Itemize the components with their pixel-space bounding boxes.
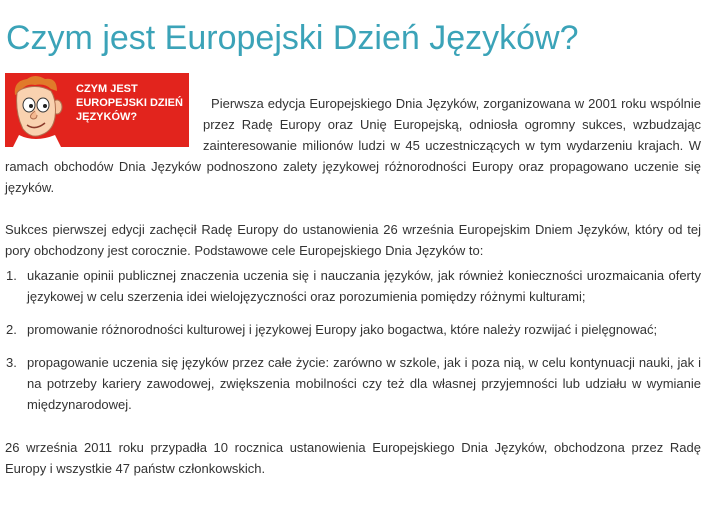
goals-list — [5, 265, 701, 415]
list-item-number: 3. — [6, 355, 17, 370]
intro-text: Pierwsza edycja Europejskiego Dnia Języków, zorganizowana w 2001 roku wspólnie przez Radę Europy oraz Unię Europejską, odniosła ogromny sukces, wzbudzając zainteresowanie milionów ludzi w 45 uczestniczących w tym wydarzeniu krajach. W ramach obchodów Dnia Języków podnoszono zalety językowej różnorodności Europy oraz propagowano uczenie się języków. — [5, 96, 701, 195]
closing-paragraph: 26 września 2011 roku przypadła 10 rocznica ustanowienia Europejskiego Dnia Języków, obchodzona przez Radę Europy i wszystkie 47 państw członkowskich. — [5, 440, 701, 476]
list-item — [6, 319, 701, 340]
list-item-text: ukazanie opinii publicznej znaczenia uczenia się i nauczania języków, jak również konieczności urozmaicania oferty językowej w celu szerzenia idei wielojęzyczności oraz porozumienia pomiędzy różnymi kulturami; — [27, 268, 701, 304]
cartoon-face-icon — [5, 73, 75, 147]
list-item-number: 2. — [6, 322, 17, 337]
second-paragraph: Sukces pierwszej edycji zachęcił Radę Europy do ustanowienia 26 września Europejskim Dniem Języków, który od tej pory obchodzony jest corocznie. Podstawowe cele Europejskiego Dnia Języków to: — [5, 222, 701, 258]
list-item — [6, 265, 701, 307]
article-content — [5, 73, 701, 479]
banner-title: CZYM JEST EUROPEJSKI DZIEŃ JĘZYKÓW? — [76, 83, 183, 123]
page-title: Czym jest Europejski Dzień Języków? — [6, 19, 579, 57]
banner-image — [5, 73, 189, 147]
list-item-text: promowanie różnorodności kulturowej i językowej Europy jako bogactwa, które należy rozwijać i pielęgnować; — [27, 322, 658, 337]
list-item-number: 1. — [6, 268, 17, 283]
list-item-text: propagowanie uczenia się języków przez całe życie: zarówno w szkole, jak i poza nią, w celu kontynuacji nauki, jak i na potrzeby kariery zawodowej, zwiększenia mobilności czy też dla własnej przyjemności lub udziału w wymianie międzynarodowej. — [27, 355, 701, 412]
list-item — [6, 352, 701, 415]
